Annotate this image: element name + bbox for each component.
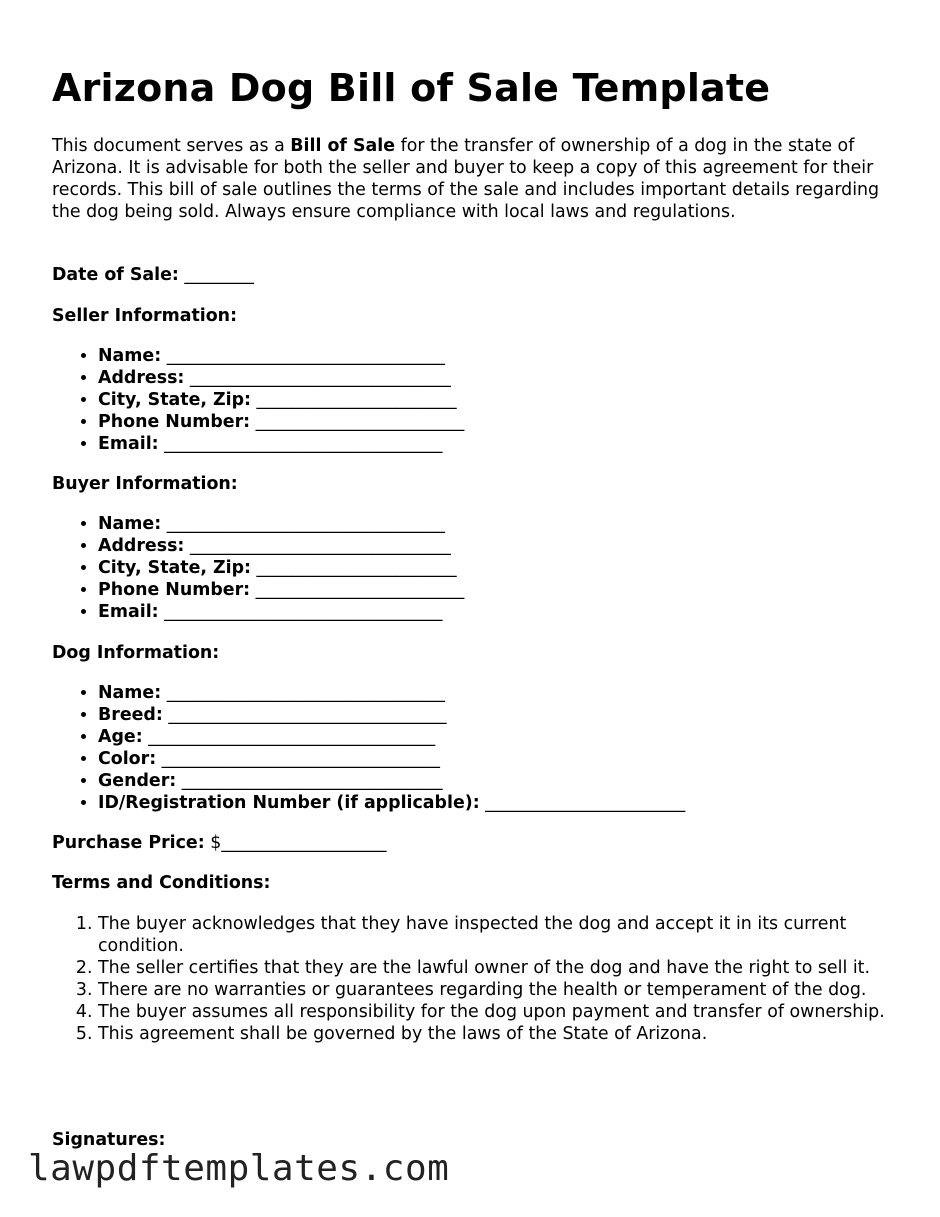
list-item: 5. This agreement shall be governed by the laws of the State of Arizona. — [98, 1023, 892, 1045]
purchase-price-blank: $___________________ — [204, 833, 387, 853]
intro-text-before: This document serves as a — [52, 136, 291, 156]
list-item — [98, 389, 892, 411]
dog-heading: Dog Information: — [52, 643, 220, 663]
buyer-city-blank: _______________________ — [251, 558, 457, 578]
dog-age-blank: _________________________________ — [142, 727, 436, 747]
seller-name-blank: ________________________________ — [161, 346, 445, 366]
buyer-email-label: Email: — [98, 602, 159, 622]
buyer-email-blank: ________________________________ — [158, 602, 443, 622]
list-item — [98, 601, 892, 623]
list-item — [98, 770, 892, 792]
buyer-city-label: City, State, Zip: — [98, 558, 251, 578]
dog-age-label: Age: — [98, 727, 143, 747]
list-item — [98, 367, 892, 389]
buyer-address-label: Address: — [98, 536, 185, 556]
list-item — [98, 535, 892, 557]
dog-breed-blank: ________________________________ — [162, 705, 447, 725]
dog-fields-list — [52, 682, 892, 814]
dog-name-label: Name: — [98, 683, 162, 703]
list-item — [98, 513, 892, 535]
list-item — [98, 748, 892, 770]
date-of-sale-blank: ________ — [178, 265, 254, 285]
seller-city-blank: _______________________ — [251, 390, 457, 410]
dog-gender-blank: ______________________________ — [176, 771, 443, 791]
seller-email-label: Email: — [98, 434, 159, 454]
list-item: 3. There are no warranties or guarantees regarding the health or temperament of the dog. — [98, 979, 892, 1001]
list-item — [98, 557, 892, 579]
seller-address-blank: ______________________________ — [184, 368, 451, 388]
list-item — [98, 682, 892, 704]
dog-color-label: Color: — [98, 749, 157, 769]
list-item — [98, 411, 892, 433]
terms-list — [52, 913, 892, 1045]
date-of-sale-label: Date of Sale: — [52, 265, 179, 285]
terms-heading: Terms and Conditions: — [52, 873, 271, 893]
watermark-text: lawpdftemplates.com — [28, 1148, 450, 1189]
intro-bold-term: Bill of Sale — [290, 136, 396, 156]
seller-address-label: Address: — [98, 368, 185, 388]
list-item: 2. The seller certifies that they are the lawful owner of the dog and have the right to sell it. — [98, 957, 892, 979]
buyer-phone-label: Phone Number: — [98, 580, 251, 600]
seller-email-blank: ________________________________ — [158, 434, 443, 454]
list-item — [98, 726, 892, 748]
intro-paragraph — [52, 135, 892, 223]
dog-color-blank: ________________________________ — [156, 749, 440, 769]
purchase-price-line — [52, 832, 386, 854]
seller-phone-blank: ________________________ — [250, 412, 465, 432]
seller-city-label: City, State, Zip: — [98, 390, 251, 410]
purchase-price-label: Purchase Price: — [52, 833, 205, 853]
dog-id-label: ID/Registration Number (if applicable): — [98, 793, 480, 813]
intro-text-after: for the transfer of ownership of a dog in the state of Arizona. It is advisable for both the seller and buyer to keep a copy of this agreement for their records. This bill of sale outlines the terms of the sale and includes important details regarding the dog being sold. Always ensure compliance with local laws and regulations. — [52, 136, 880, 222]
dog-breed-label: Breed: — [98, 705, 163, 725]
seller-heading: Seller Information: — [52, 306, 238, 326]
buyer-name-blank: ________________________________ — [161, 514, 445, 534]
seller-name-label: Name: — [98, 346, 162, 366]
list-item — [98, 704, 892, 726]
seller-fields-list — [52, 345, 892, 455]
list-item — [98, 579, 892, 601]
list-item — [98, 433, 892, 455]
buyer-fields-list — [52, 513, 892, 623]
list-item — [98, 792, 892, 814]
buyer-name-label: Name: — [98, 514, 162, 534]
date-of-sale-line — [52, 264, 254, 286]
list-item — [98, 345, 892, 367]
buyer-address-blank: ______________________________ — [184, 536, 451, 556]
list-item: 4. The buyer assumes all responsibility for the dog upon payment and transfer of ownership. — [98, 1001, 892, 1023]
signatures-heading: Signatures: — [52, 1130, 166, 1150]
seller-phone-label: Phone Number: — [98, 412, 251, 432]
list-item: 1. The buyer acknowledges that they have inspected the dog and accept it in its current condition. — [98, 913, 892, 957]
buyer-heading: Buyer Information: — [52, 474, 238, 494]
dog-gender-label: Gender: — [98, 771, 177, 791]
dog-id-blank: _______________________ — [479, 793, 686, 813]
dog-name-blank: ________________________________ — [161, 683, 445, 703]
buyer-phone-blank: ________________________ — [250, 580, 465, 600]
document-title: Arizona Dog Bill of Sale Template — [52, 66, 771, 110]
